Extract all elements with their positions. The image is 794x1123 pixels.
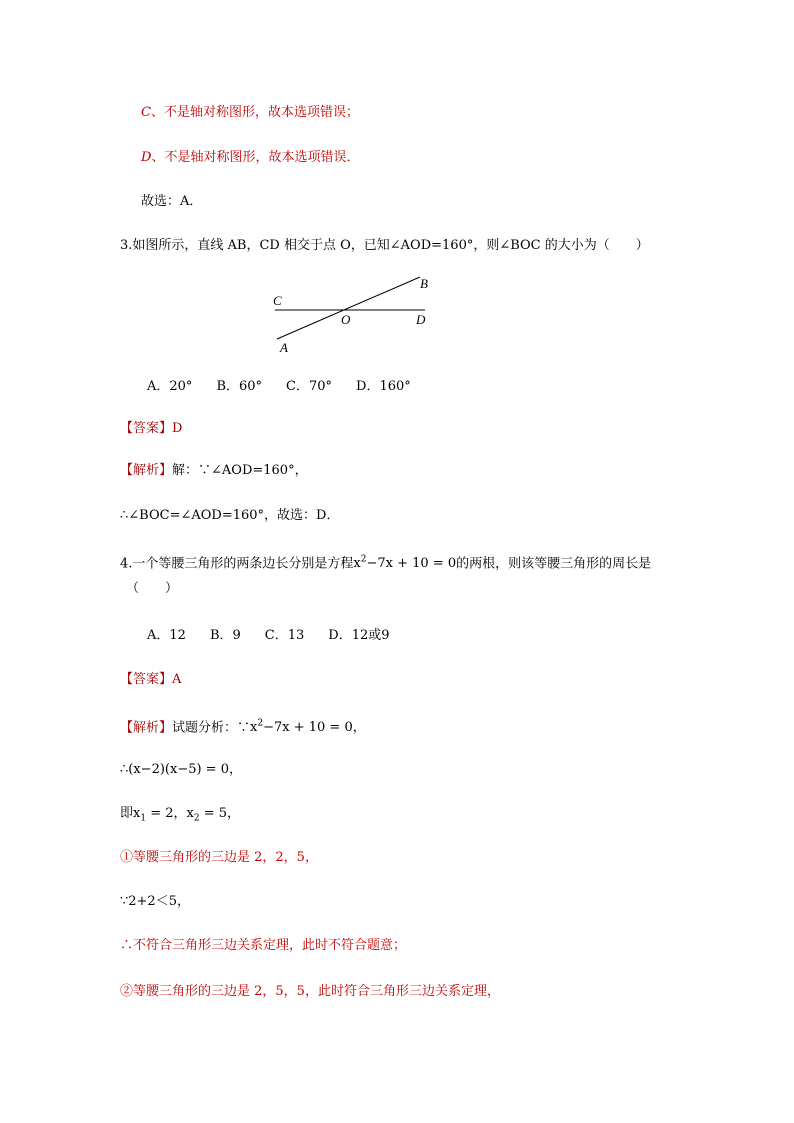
option-c-text: 、不是轴对称图形，故本选项错误；: [150, 105, 359, 120]
q3-option-c: C．70°: [286, 379, 333, 394]
q4-option-b: B．9: [209, 628, 241, 643]
q4-option-d: D．12或9: [328, 628, 390, 643]
question-4-options: [147, 627, 414, 645]
q4-option-a: A．12: [147, 628, 186, 643]
option-d-explanation: [141, 149, 359, 167]
case-2: ②等腰三角形的三边是 2，5，5，此时符合三角形三边关系定理，: [120, 984, 500, 999]
root-x2-var: x: [186, 806, 194, 821]
label-a: A: [280, 340, 288, 355]
q4-eq-exponent: 2: [360, 555, 367, 565]
analysis-4-eq-rest: −7x + 10 = 0，: [263, 720, 366, 736]
roots: [120, 805, 240, 828]
q4-eq-x: x: [353, 556, 361, 572]
option-c-explanation: [141, 104, 359, 122]
answer-4-tag: 【答案】: [120, 672, 173, 687]
analysis-4-eq-exponent: 2: [257, 719, 264, 729]
answer-3: [120, 420, 182, 438]
answer-3-tag: 【答案】: [120, 421, 173, 436]
label-b: B: [420, 276, 428, 291]
option-c-letter: C: [141, 105, 151, 120]
not-fit-statement: ∴不符合三角形三边关系定理，此时不符合题意；: [120, 938, 407, 953]
label-c: C: [273, 293, 282, 308]
question-4: [120, 551, 651, 573]
analysis-4-eq-x: x: [250, 720, 258, 736]
question-3: 3.如图所示，直线 AB，CD 相交于点 O，已知∠AOD=160°，则∠BOC 的大小为（ ）: [120, 238, 649, 253]
q4-suffix: 的两根，则该等腰三角形的周长是: [456, 556, 652, 572]
q4-eq-rest: −7x + 10 = 0: [366, 556, 457, 572]
root-x2-val: = 5，: [199, 806, 241, 821]
answer-4-value: A: [172, 672, 182, 687]
factorization: ∴(x−2)(x−5) = 0，: [120, 762, 242, 777]
q3-option-d: D．160°: [356, 379, 411, 394]
q4-prefix: 4.一个等腰三角形的两条边长分别是方程: [120, 556, 354, 572]
q4-option-c: C．13: [264, 628, 305, 643]
label-o: O: [341, 312, 351, 327]
analysis-3-text: 解：∵∠AOD=160°，: [172, 463, 308, 478]
analysis-3: [120, 462, 308, 480]
roots-prefix: 即: [120, 806, 134, 821]
analysis-4-prefix: 试题分析：∵: [172, 720, 251, 736]
root-x1-var: x: [133, 806, 141, 821]
line-ab: [277, 277, 420, 339]
q3-option-b: B．60°: [216, 379, 263, 394]
answer-4: [120, 671, 181, 689]
analysis-3-tag: 【解析】: [120, 463, 173, 478]
question-3-options: [147, 378, 435, 396]
case-1: ①等腰三角形的三边是 2，2，5，: [120, 850, 318, 865]
analysis-3-conclusion: ∴∠BOC=∠AOD=160°，故选：D．: [120, 508, 340, 523]
q4-equation: [353, 556, 456, 571]
question-4-paren: （ ）: [126, 581, 179, 596]
analysis-4-tag: 【解析】: [120, 720, 173, 736]
analysis-4-equation: [250, 720, 366, 735]
label-d: D: [416, 312, 426, 327]
option-d-text: 、不是轴对称图形，故本选项错误．: [151, 150, 360, 165]
option-d-letter: D: [141, 150, 152, 165]
q3-option-a: A．20°: [147, 379, 193, 394]
root-x2-sub: 2: [193, 813, 200, 824]
because-inequality: ∵2+2＜5，: [120, 894, 190, 909]
intersecting-lines-figure: [265, 272, 445, 362]
root-x1-val: = 2，: [146, 806, 187, 821]
root-x1-sub: 1: [140, 813, 147, 824]
analysis-4: [120, 715, 366, 737]
answer-3-value: D: [172, 421, 183, 436]
choose-a-text: 故选：A．: [141, 194, 203, 209]
